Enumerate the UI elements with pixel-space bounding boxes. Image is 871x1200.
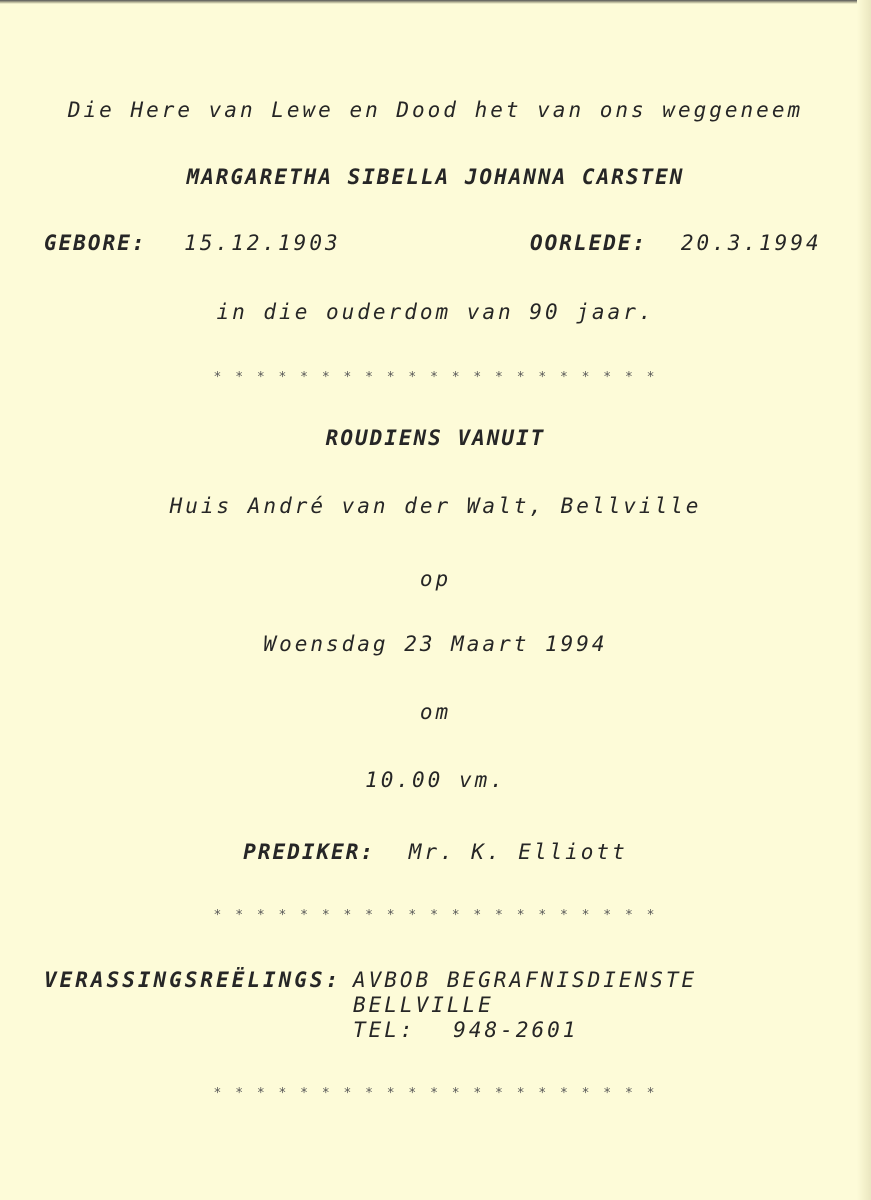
service-date: Woensdag 23 Maart 1994 — [263, 632, 608, 656]
phone-number: 948-2601 — [453, 1018, 579, 1042]
phone-label: TEL: — [353, 1018, 416, 1042]
died-date: 20.3.1994 — [680, 231, 822, 255]
page-top-edge — [0, 0, 871, 4]
separator-3: * * * * * * * * * * * * * * * * * * * * * — [213, 1086, 658, 1101]
arrangements-line2: BELLVILLE — [353, 993, 494, 1017]
age-line: in die ouderdom van 90 jaar. — [216, 300, 655, 324]
preacher-label: PREDIKER: — [243, 840, 376, 864]
arrangements-phone-row — [353, 1016, 578, 1044]
service-heading: ROUDIENS VANUIT — [325, 426, 546, 450]
arrangements-line1: AVBOB BEGRAFNISDIENSTE — [353, 968, 698, 992]
died-row — [530, 229, 822, 257]
preacher-row — [0, 838, 871, 866]
born-label: GEBORE: — [44, 231, 147, 255]
deceased-name: MARGARETHA SIBELLA JOHANNA CARSTEN — [186, 165, 685, 189]
separator-1: * * * * * * * * * * * * * * * * * * * * * — [213, 370, 658, 385]
at-word: om — [419, 700, 452, 724]
born-row — [44, 229, 341, 257]
venue-line: Huis André van der Walt, Bellville — [169, 494, 702, 518]
separator-2: * * * * * * * * * * * * * * * * * * * * * — [213, 908, 658, 923]
born-date: 15.12.1903 — [184, 231, 341, 255]
service-time: 10.00 vm. — [365, 768, 506, 792]
intro-line: Die Here van Lewe en Dood het van ons weggeneem — [67, 98, 804, 122]
arrangements-label: VERASSINGSREËLINGS: — [44, 968, 342, 992]
preacher-name: Mr. K. Elliott — [408, 840, 628, 864]
on-word: op — [419, 567, 452, 591]
died-label: OORLEDE: — [530, 231, 648, 255]
